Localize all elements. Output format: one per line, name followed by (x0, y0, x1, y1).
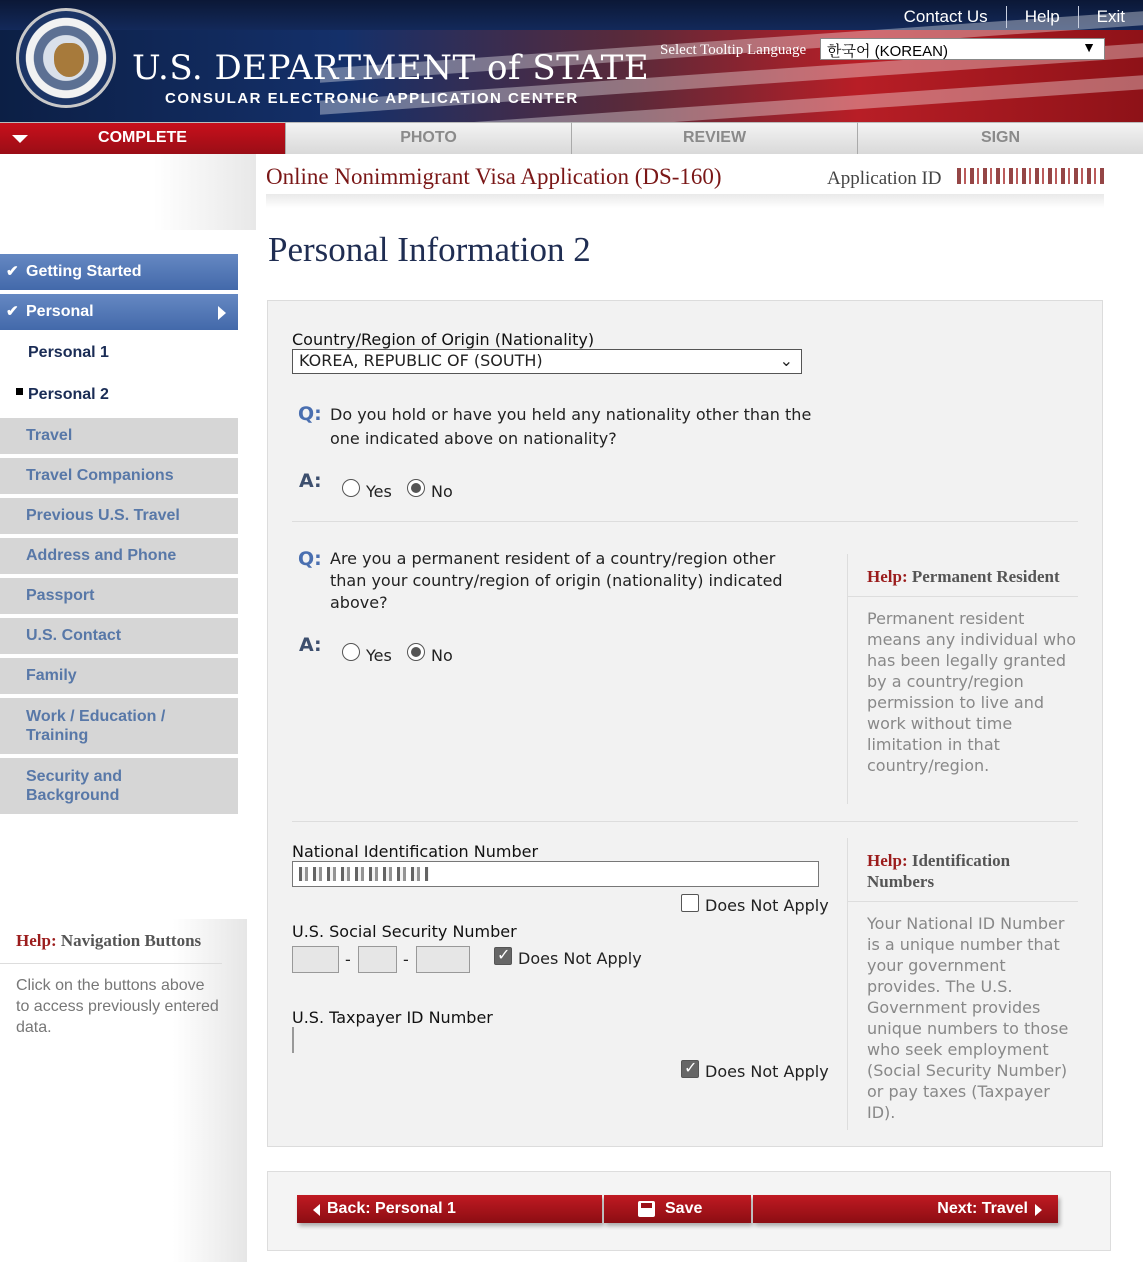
sidebar-item-personal-2[interactable] (0, 376, 238, 414)
department-title: U.S. DEPARTMENT of STATE (132, 48, 650, 88)
exit-link[interactable]: Exit (1078, 6, 1143, 28)
next-button[interactable] (753, 1195, 1058, 1223)
does-not-apply-label: Does Not Apply (705, 896, 829, 915)
tab-label: REVIEW (682, 129, 747, 146)
question-marker: Q: (298, 403, 322, 425)
application-title: Online Nonimmigrant Visa Application (DS-160) (266, 164, 722, 189)
sidebar-item-label: Work / Education / Training (26, 708, 166, 744)
current-bullet-icon (16, 388, 23, 395)
progress-tabs (0, 122, 1143, 154)
sidebar-item-label: Security and Background (26, 768, 123, 804)
help-heading (16, 931, 201, 951)
sidebar-item-label: Personal 1 (28, 344, 109, 361)
nationality-label: Country/Region of Origin (Nationality) (292, 330, 595, 349)
sidebar-item-work-education[interactable] (0, 698, 238, 754)
arrow-right-icon (1035, 1204, 1042, 1216)
sidebar-item-label: Family (26, 667, 77, 684)
tab-label: PHOTO (400, 129, 457, 146)
sidebar-item-label: Personal (26, 303, 94, 320)
save-button[interactable] (604, 1195, 751, 1223)
check-icon: ✔ (6, 303, 19, 320)
department-subtitle: CONSULAR ELECTRONIC APPLICATION CENTER (165, 90, 579, 107)
back-button[interactable] (297, 1195, 602, 1223)
check-icon: ✔ (6, 263, 19, 280)
help-prefix: Help: (16, 931, 57, 950)
sidebar-item-label: Passport (26, 587, 95, 604)
help-title: Navigation Buttons (60, 931, 202, 950)
radio-label-no: No (431, 646, 453, 665)
contact-us-link[interactable]: Contact Us (903, 7, 988, 26)
tooltip-language-label: Select Tooltip Language (660, 42, 807, 58)
permanent-resident-question: Are you a permanent resident of a country/region other than your country/region of origin (nationality) indicated above? (330, 549, 783, 612)
nationality-select[interactable] (292, 349, 802, 374)
sidebar-fade (0, 154, 256, 230)
tab-label: SIGN (980, 129, 1021, 146)
national-id-label: National Identification Number (292, 842, 539, 861)
help-title: Identification Numbers (867, 851, 1011, 891)
site-header (0, 0, 1143, 122)
nationality-value: KOREA, REPUBLIC OF (SOUTH) (299, 351, 543, 370)
tab-label: COMPLETE (98, 129, 187, 146)
sidebar-item-label: Personal 2 (28, 386, 109, 403)
sidebar-item-label: Previous U.S. Travel (26, 507, 180, 524)
sidebar-item-us-contact[interactable] (0, 618, 238, 654)
sidebar-item-previous-us-travel[interactable] (0, 498, 238, 534)
tooltip-language-value: 한국어 (KOREAN) (827, 43, 948, 60)
divider (848, 596, 1078, 597)
sidebar-item-security-background[interactable] (0, 758, 238, 814)
help-title: Permanent Resident (911, 567, 1060, 586)
chevron-down-icon: ⌄ (779, 351, 793, 370)
floppy-disk-icon (638, 1201, 655, 1217)
ssn-part2-input[interactable] (358, 946, 397, 973)
national-id-input[interactable] (292, 861, 819, 887)
sidebar-item-travel[interactable] (0, 418, 238, 454)
tooltip-language-select[interactable] (820, 38, 1105, 60)
national-id-redacted (299, 867, 429, 881)
sidebar-item-address-phone[interactable] (0, 538, 238, 574)
permanent-resident-no-radio[interactable] (407, 643, 425, 661)
answer-marker: A: (299, 470, 322, 492)
help-heading (867, 850, 1067, 892)
help-text: Permanent resident means any individual who has been legally granted by a country/region permission to live and work without time limitation in that country/region. (867, 609, 1077, 775)
sidebar-item-label: Travel Companions (26, 467, 174, 484)
sidebar-item-label: Travel (26, 427, 73, 444)
arrow-right-icon (218, 306, 226, 320)
help-prefix: Help: (867, 567, 908, 586)
divider (0, 963, 222, 964)
ssn-part3-input[interactable] (416, 946, 470, 973)
help-text: Your National ID Number is a unique number that your government provides. The U.S. Government provides unique numbers to those who seek employment (Social Security Number) or pay taxes (Taxpayer ID). (867, 914, 1069, 1122)
permanent-resident-help (847, 554, 1078, 804)
ssn-separator: - (403, 950, 409, 969)
identification-numbers-help (847, 838, 1078, 1130)
title-divider (266, 194, 1104, 208)
state-department-seal-icon (16, 8, 116, 108)
application-id-redacted (957, 168, 1105, 184)
sidebar-item-label: U.S. Contact (26, 627, 122, 644)
sidebar-item-getting-started[interactable] (0, 254, 238, 290)
question-marker: Q: (298, 548, 322, 570)
tab-complete[interactable] (0, 122, 286, 154)
navigation-help (0, 919, 247, 1262)
divider (292, 521, 1078, 522)
caret-down-icon (12, 135, 28, 143)
does-not-apply-label: Does Not Apply (705, 1062, 829, 1081)
help-text: Click on the buttons above to access previously entered data. (16, 977, 219, 1036)
next-button-label: Next: Travel (937, 1200, 1028, 1217)
radio-label-yes: Yes (366, 646, 392, 665)
chevron-down-icon: ▼ (1082, 39, 1096, 55)
tab-review[interactable] (572, 122, 858, 154)
help-link[interactable]: Help (1006, 6, 1078, 28)
ssn-label: U.S. Social Security Number (292, 922, 517, 941)
back-button-label: Back: Personal 1 (327, 1200, 456, 1217)
sidebar (0, 154, 256, 1262)
taxpayer-does-not-apply-checkbox[interactable] (681, 1060, 699, 1078)
tab-sign[interactable] (858, 122, 1143, 154)
application-id-label: Application ID (827, 168, 942, 189)
sidebar-item-label: Address and Phone (26, 547, 177, 564)
taxpayer-id-label: U.S. Taxpayer ID Number (292, 1008, 493, 1027)
other-nationality-question: Do you hold or have you held any nationality other than the one indicated above on nationality? (330, 405, 812, 448)
save-button-label: Save (665, 1200, 703, 1217)
top-links (886, 6, 1143, 28)
other-nationality-no-radio[interactable] (407, 479, 425, 497)
radio-label-no: No (431, 482, 453, 501)
tab-photo[interactable] (286, 122, 572, 154)
divider (292, 821, 1078, 822)
sidebar-item-personal-1[interactable] (0, 334, 238, 372)
sidebar-item-passport[interactable] (0, 578, 238, 614)
sidebar-item-family[interactable] (0, 658, 238, 694)
sidebar-item-travel-companions[interactable] (0, 458, 238, 494)
ssn-part1-input[interactable] (292, 946, 339, 973)
does-not-apply-label: Does Not Apply (518, 949, 642, 968)
sidebar-item-label: Getting Started (26, 263, 142, 280)
help-prefix: Help: (867, 851, 908, 870)
taxpayer-id-input[interactable] (292, 1027, 294, 1053)
section-nav (0, 254, 238, 818)
divider (848, 901, 1078, 902)
permanent-resident-yes-radio[interactable] (342, 643, 360, 661)
page-title: Personal Information 2 (268, 230, 591, 269)
answer-marker: A: (299, 634, 322, 656)
national-id-does-not-apply-checkbox[interactable] (681, 894, 699, 912)
ssn-separator: - (345, 950, 351, 969)
sidebar-item-personal[interactable] (0, 294, 238, 330)
ssn-does-not-apply-checkbox[interactable] (494, 947, 512, 965)
help-heading (867, 566, 1060, 587)
other-nationality-yes-radio[interactable] (342, 479, 360, 497)
arrow-left-icon (313, 1204, 320, 1216)
radio-label-yes: Yes (366, 482, 392, 501)
